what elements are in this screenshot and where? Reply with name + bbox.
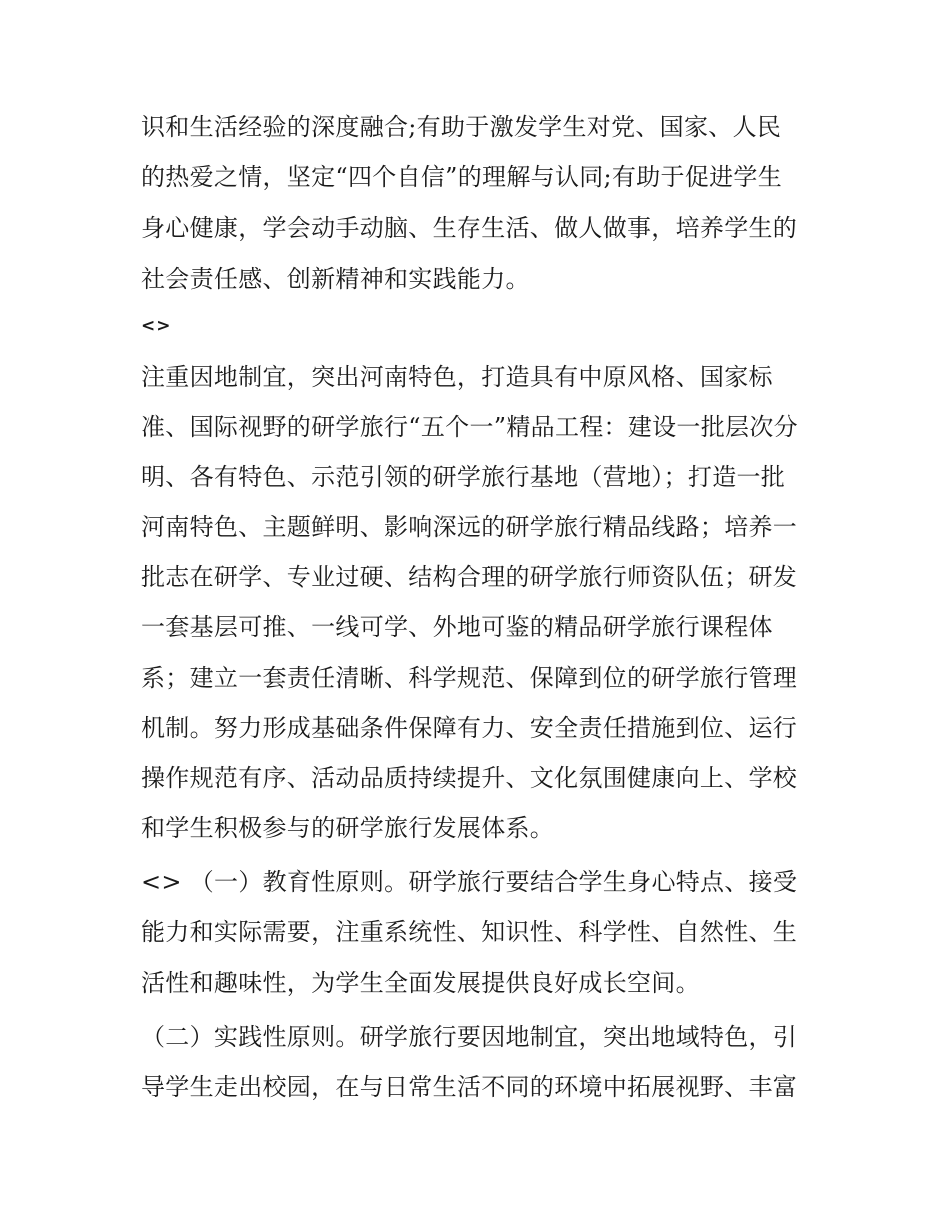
text-line: 社会责任感、创新精神和实践能力。 xyxy=(141,265,530,293)
text-line: 的热爱之情，坚定“四个自信”的理解与认同;有助于促进学生 xyxy=(141,163,783,191)
text-line: 导学生走出校园，在与日常生活不同的环境中拓展视野、丰富 xyxy=(141,1073,798,1101)
section-marker: <> xyxy=(141,316,172,336)
text-line: 明、各有特色、示范引领的研学旅行基地（营地）；打造一批 xyxy=(141,463,786,491)
text-line: 和学生积极参与的研学旅行发展体系。 xyxy=(141,814,555,842)
text-line: 识和生活经验的深度融合;有助于激发学生对党、国家、人民 xyxy=(141,113,782,141)
text-line: 能力和实际需要，注重系统性、知识性、科学性、自然性、生 xyxy=(141,918,798,946)
text-line: 批志在研学、专业过硬、结构合理的研学旅行师资队伍；研发 xyxy=(141,563,798,591)
text-line: 系；建立一套责任清晰、科学规范、保障到位的研学旅行管理 xyxy=(141,664,798,692)
text-line: 活性和趣味性，为学生全面发展提供良好成长空间。 xyxy=(141,969,700,997)
text-line: 河南特色、主题鲜明、影响深远的研学旅行精品线路；培养一 xyxy=(141,513,798,541)
text-line: 准、国际视野的研学旅行“五个一”精品工程：建设一批层次分 xyxy=(141,413,798,441)
section-heading-line: <> （一）教育性原则。研学旅行要结合学生身心特点、接受 xyxy=(141,868,798,896)
text-line: 一套基层可推、一线可学、外地可鉴的精品研学旅行课程体 xyxy=(141,613,773,641)
text-line: 身心健康，学会动手动脑、生存生活、做人做事，培养学生的 xyxy=(141,214,798,242)
text-line: 注重因地制宜，突出河南特色，打造具有中原风格、国家标 xyxy=(141,363,773,391)
section-heading-line: （二）实践性原则。研学旅行要因地制宜，突出地域特色，引 xyxy=(141,1023,798,1051)
text-line: 机制。努力形成基础条件保障有力、安全责任措施到位、运行 xyxy=(141,714,798,742)
text-line: 操作规范有序、活动品质持续提升、文化氛围健康向上、学校 xyxy=(141,764,798,792)
